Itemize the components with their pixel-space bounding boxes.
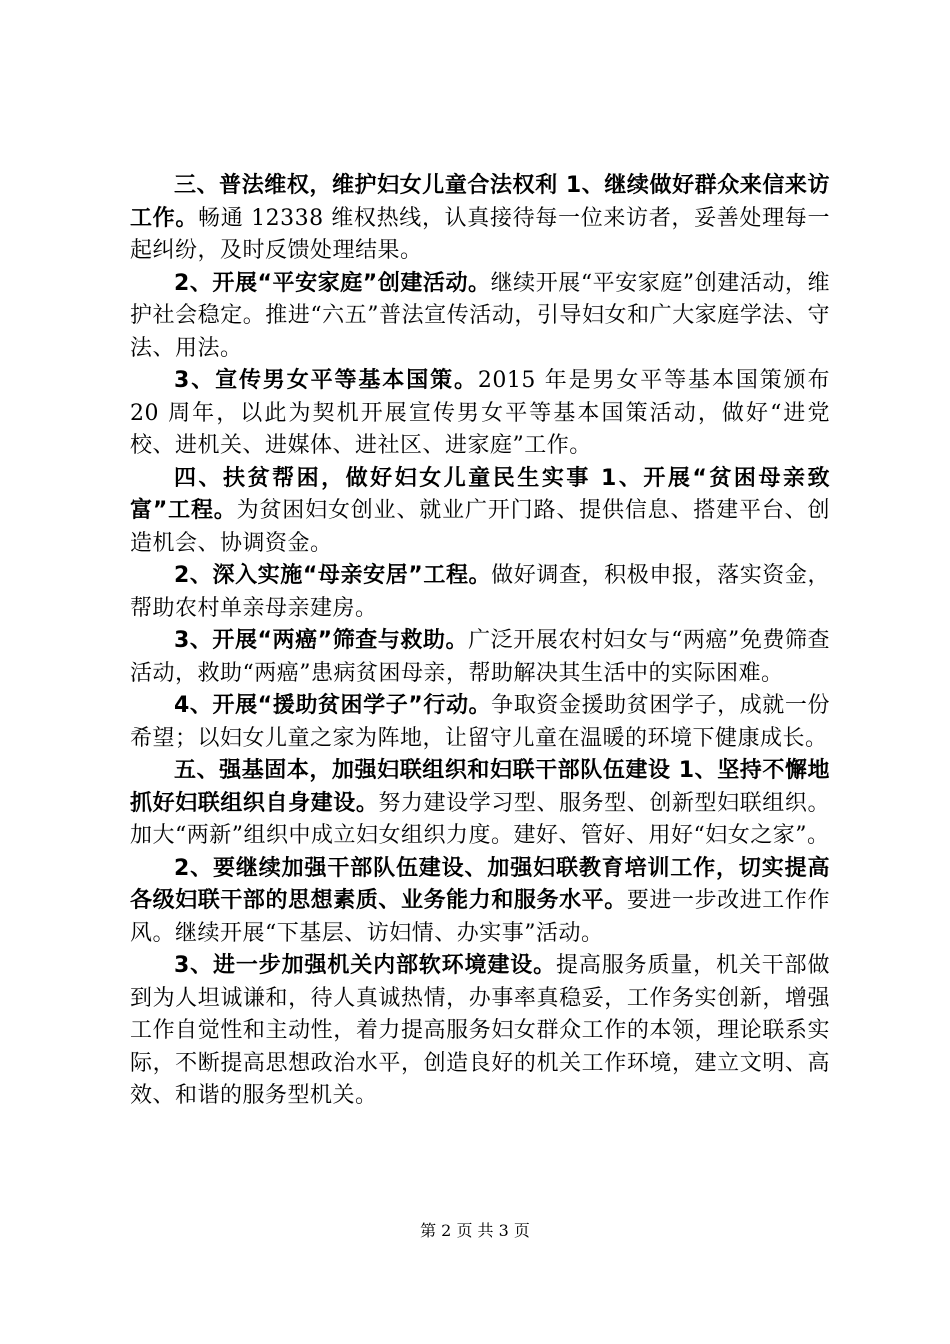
- paragraph-heading: 五、强基固本，加强妇联组织和妇联干部队伍建设 1、坚持不懈地抓好妇联组织自身建设。: [130, 758, 830, 816]
- paragraph-text: 要进一步改进工作作风。继续开展“下基层、访妇情、办实事”活动。: [130, 888, 830, 946]
- paragraph-7: [130, 690, 830, 755]
- paragraph-heading: 四、扶贫帮困，做好妇女儿童民生实事 1、开展“贫困母亲致富”工程。: [130, 465, 830, 523]
- paragraph-10: [130, 950, 830, 1113]
- paragraph-text: 畅通 12338 维权热线，认真接待每一位来访者，妥善处理每一起纠纷，及时反馈处理结果。: [130, 205, 830, 263]
- paragraph-text: 继续开展“平安家庭”创建活动，维护社会稳定。推进“六五”普法宣传活动，引导妇女和广大家庭学法、守法、用法。: [130, 270, 830, 361]
- paragraph-text: 为贫困妇女创业、就业广开门路、提供信息、搭建平台、创造机会、协调资金。: [130, 498, 830, 556]
- page-footer: 第 2 页 共 3 页: [420, 1221, 530, 1240]
- paragraph-heading: 三、普法维权，维护妇女儿童合法权利 1、继续做好群众来信来访工作。: [130, 173, 830, 231]
- paragraph-heading: 2、要继续加强干部队伍建设、加强妇联教育培训工作，切实提高各级妇联干部的思想素质、业务能力和服务水平。: [130, 855, 830, 913]
- paragraph-1: [130, 170, 830, 268]
- paragraph-5: [130, 560, 830, 625]
- document-body: [130, 170, 830, 1113]
- paragraph-text: 做好调查，积极申报，落实资金，帮助农村单亲母亲建房。: [130, 563, 830, 621]
- paragraph-6: [130, 625, 830, 690]
- paragraph-text: 广泛开展农村妇女与“两癌”免费筛查活动，救助“两癌”患病贫困母亲，帮助解决其生活中的实际困难。: [130, 628, 830, 686]
- paragraph-9: [130, 853, 830, 951]
- paragraph-8: [130, 755, 830, 853]
- paragraph-3: [130, 365, 830, 463]
- paragraph-text: 2015 年是男女平等基本国策颁布 20 周年，以此为契机开展宣传男女平等基本国策活动，做好“进党校、进机关、进媒体、进社区、进家庭”工作。: [130, 368, 830, 458]
- paragraph-2: [130, 268, 830, 366]
- paragraph-heading: 2、深入实施“母亲安居”工程。: [174, 563, 492, 588]
- paragraph-heading: 4、开展“援助贫困学子”行动。: [174, 693, 492, 718]
- paragraph-heading: 3、开展“两癌”筛查与救助。: [174, 628, 469, 653]
- paragraph-text: 争取资金援助贫困学子，成就一份希望；以妇女儿童之家为阵地，让留守儿童在温暖的环境下健康成长。: [130, 693, 830, 751]
- paragraph-heading: 3、进一步加强机关内部软环境建设。: [174, 953, 556, 978]
- paragraph-text: 努力建设学习型、服务型、创新型妇联组织。加大“两新”组织中成立妇女组织力度。建好、管好、用好“妇女之家”。: [130, 790, 830, 848]
- paragraph-heading: 2、开展“平安家庭”创建活动。: [174, 270, 491, 296]
- paragraph-heading: 3、宣传男女平等基本国策。: [174, 368, 478, 393]
- paragraph-4: [130, 463, 830, 561]
- paragraph-text: 提高服务质量，机关干部做到为人坦诚谦和，待人真诚热情，办事率真稳妥，工作务实创新，增强工作自觉性和主动性，着力提高服务妇女群众工作的本领，理论联系实际，不断提高思想政治水平，创造良好的机关工作环境，建立文明、高效、和谐的服务型机关。: [130, 953, 830, 1108]
